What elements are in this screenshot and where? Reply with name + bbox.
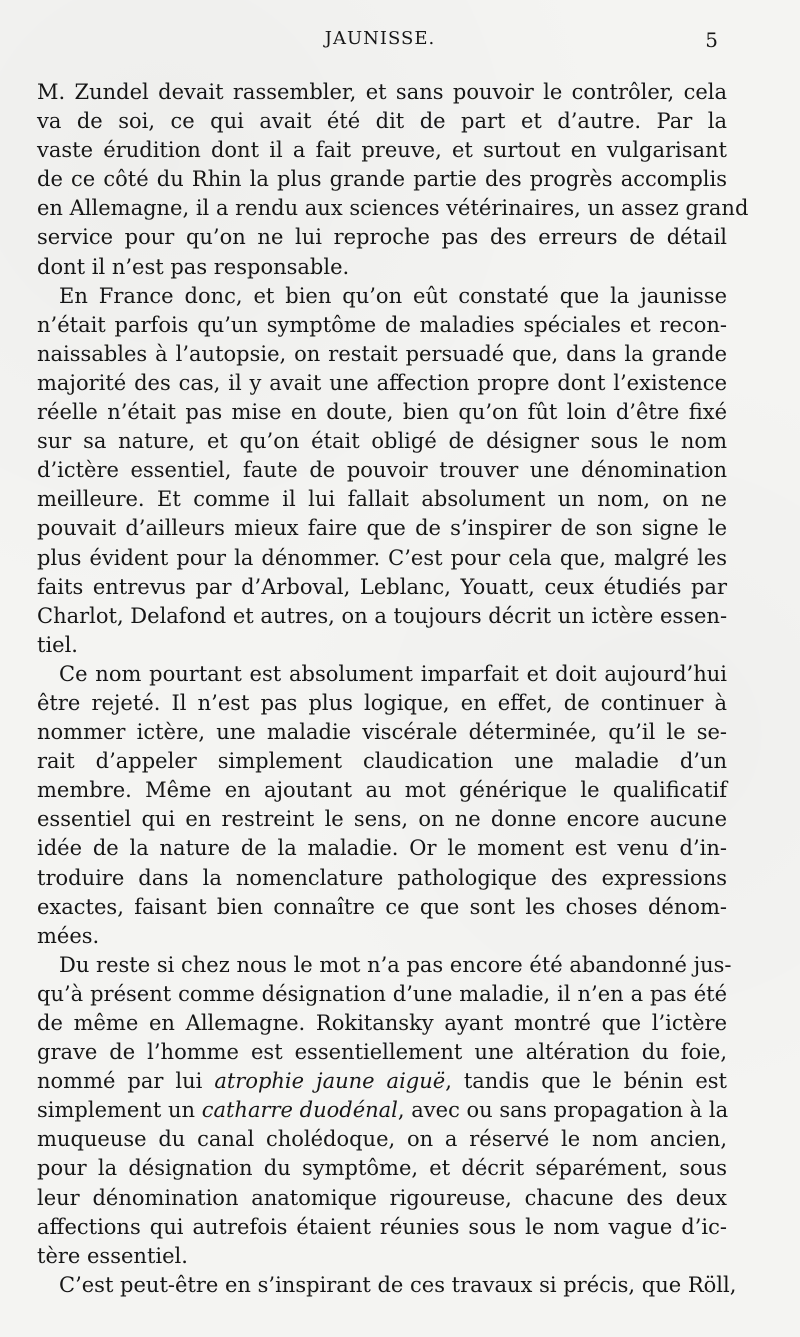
text-line: affections qui autrefois étaient réunies sous le nom vague d’ic- (37, 1214, 727, 1239)
text-line: C’est peut-être en s’inspirant de ces travaux si précis, que Röll, (59, 1272, 737, 1297)
text-line: vaste érudition dont il a fait preuve, et surtout en vulgarisant (37, 138, 727, 163)
text-line: en Allemagne, il a rendu aux sciences vétérinaires, un assez grand (37, 196, 749, 221)
text-line: réelle n’était pas mise en doute, bien qu’on fût loin d’être fixé (37, 400, 727, 425)
text-run: nommé par lui (37, 1069, 215, 1094)
text-line (37, 1096, 727, 1125)
text-line: faits entrevus par d’Arboval, Leblanc, Youatt, ceux étudiés par (37, 574, 727, 599)
text-line: dont il n’est pas responsable. (37, 254, 350, 279)
text-line: pour la désignation du symptôme, et décrit séparément, sous (37, 1156, 727, 1181)
text-line: grave de l’homme est essentiellement une altération du foie, (37, 1040, 727, 1065)
page-number: 5 (705, 28, 718, 52)
text-line: M. Zundel devait rassembler, et sans pouvoir le contrôler, cela (37, 80, 727, 104)
text-line: plus évident pour la dénommer. C’est pour cela que, malgré les (37, 545, 727, 570)
text-line: rait d’appeler simplement claudication une maladie d’un (37, 749, 727, 774)
text-line (37, 1067, 727, 1096)
text-line: En France donc, et bien qu’on eût constaté que la jaunisse (59, 283, 727, 308)
text-run: simplement un (37, 1098, 202, 1123)
text-line: Du reste si chez nous le mot n’a pas encore été abandonné jus- (59, 952, 732, 977)
text-line: qu’à présent comme désignation d’une maladie, il n’en a pas été (37, 981, 727, 1006)
text-line: service pour qu’on ne lui reproche pas des erreurs de détail (37, 225, 727, 250)
page-header (0, 28, 800, 56)
text-run: , tandis que le bénin est (445, 1069, 727, 1094)
text-line: tiel. (37, 632, 78, 657)
text-line: de même en Allemagne. Rokitansky ayant montré que l’ictère (37, 1011, 727, 1035)
body-text (37, 78, 749, 1300)
text-line: leur dénomination anatomique rigoureuse, chacune des deux (37, 1185, 727, 1210)
text-line: Charlot, Delafond et autres, on a toujours décrit un ictère essen- (37, 603, 728, 628)
text-line: troduire dans la nomenclature pathologique des expressions (37, 865, 727, 890)
text-line: majorité des cas, il y avait une affection propre dont l’existence (37, 370, 727, 395)
text-line: sur sa nature, et qu’on était obligé de désigner sous le nom (37, 429, 727, 454)
text-line: tère essentiel. (37, 1243, 188, 1268)
text-line: n’était parfois qu’un symptôme de maladies spéciales et recon- (37, 312, 727, 337)
text-line: Ce nom pourtant est absolument imparfait et doit aujourd’hui (59, 661, 727, 686)
text-line: d’ictère essentiel, faute de pouvoir trouver une dénomination (37, 458, 727, 483)
text-line: exactes, faisant bien connaître ce que sont les choses dénom- (37, 894, 727, 919)
text-line: essentiel qui en restreint le sens, on ne donne encore aucune (37, 807, 727, 832)
text-line: naissables à l’autopsie, on restait persuadé que, dans la grande (37, 341, 727, 366)
text-line: membre. Même en ajoutant au mot générique le qualificatif (37, 778, 727, 803)
text-line: idée de la nature de la maladie. Or le moment est venu d’in- (37, 836, 727, 861)
text-line: va de soi, ce qui avait été dit de part et d’autre. Par la (37, 109, 727, 134)
text-run: , avec ou sans propagation à la (397, 1098, 729, 1123)
text-line: être rejeté. Il n’est pas plus logique, en effet, de continuer à (37, 690, 727, 715)
italic-term: catharre duodénal (201, 1098, 398, 1123)
text-line: mées. (37, 923, 100, 948)
running-head: JAUNISSE. (324, 28, 436, 49)
text-line: meilleure. Et comme il lui fallait absolument un nom, on ne (37, 487, 727, 512)
italic-term: atrophie jaune aiguë (214, 1069, 446, 1094)
text-line: pouvait d’ailleurs mieux faire que de s’inspirer de son signe le (37, 516, 727, 541)
text-line: muqueuse du canal cholédoque, on a réservé le nom ancien, (37, 1127, 727, 1152)
text-line: nommer ictère, une maladie viscérale déterminée, qu’il le se- (37, 720, 727, 745)
text-line: de ce côté du Rhin la plus grande partie des progrès accomplis (37, 167, 727, 192)
